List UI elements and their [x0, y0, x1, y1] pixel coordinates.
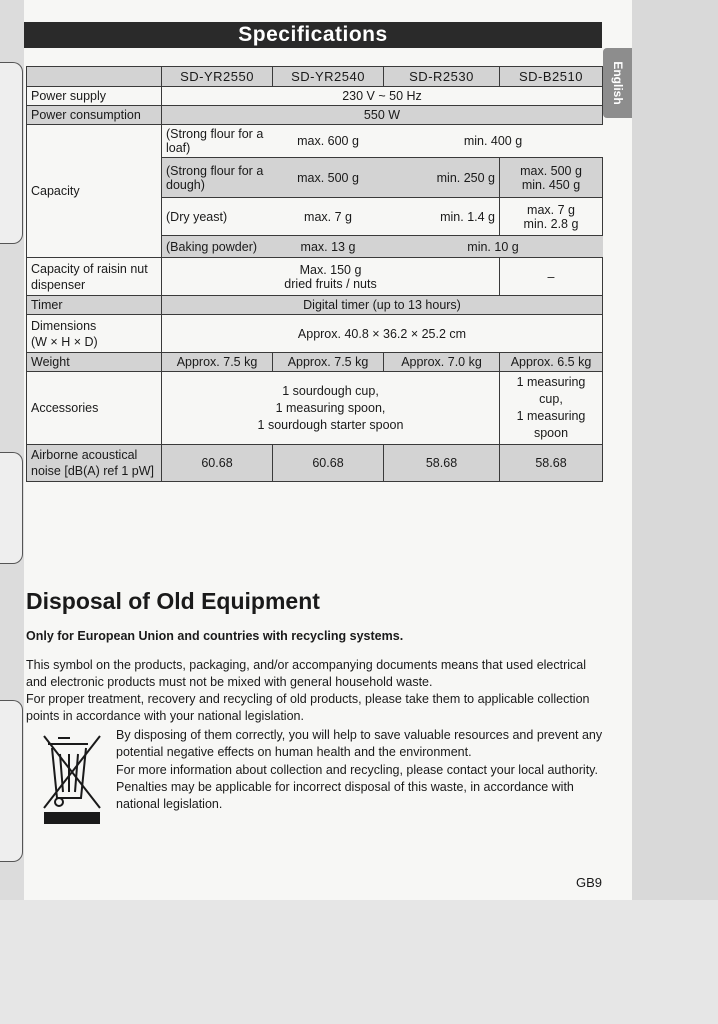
cell-value: max. 7 g min. 2.8 g: [500, 198, 603, 236]
disposal-paragraph: For proper treatment, recovery and recycling of old products, please take them to applicable collection points in accordance with your national legislation.: [26, 692, 590, 723]
row-label: Capacity of raisin nut dispenser: [27, 258, 162, 296]
model-header: SD-YR2540: [273, 67, 384, 87]
cell-value: Approx. 7.0 kg: [384, 353, 500, 372]
table-row: [27, 445, 603, 482]
table-row: [27, 372, 603, 445]
table-row: [27, 87, 603, 106]
capacity-item: (Dry yeast): [162, 198, 273, 236]
cell-value: Max. 150 g dried fruits / nuts: [162, 258, 500, 296]
adjacent-page-edge: [0, 0, 24, 900]
table-header-row: [27, 67, 603, 87]
cell-value: max. 600 g: [273, 125, 384, 158]
cell-value: 1 sourdough cup, 1 measuring spoon, 1 sourdough starter spoon: [162, 372, 500, 445]
cell-value: 60.68: [162, 445, 273, 482]
disposal-paragraph: This symbol on the products, packaging, and/or accompanying documents means that used electrical and electronic products must not be mixed with general household waste.: [26, 658, 587, 689]
cell-value: Approx. 40.8 × 36.2 × 25.2 cm: [162, 315, 603, 353]
table-row: [27, 315, 603, 353]
crossed-out-wheelie-bin-icon: [40, 732, 104, 826]
scan-background: [0, 900, 718, 1024]
cell-value: Digital timer (up to 13 hours): [162, 296, 603, 315]
cell-value: 230 V ~ 50 Hz: [162, 87, 603, 106]
capacity-item: (Strong flour for a dough): [162, 158, 273, 198]
section-title: Specifications: [24, 22, 602, 48]
cell-value: Approx. 6.5 kg: [500, 353, 603, 372]
capacity-item: (Baking powder): [162, 236, 273, 258]
cell-value: max. 500 g min. 450 g: [500, 158, 603, 198]
table-row: [27, 106, 603, 125]
book-spine: [632, 0, 718, 900]
row-label: Weight: [27, 353, 162, 372]
row-label: Timer: [27, 296, 162, 315]
row-label: Power supply: [27, 87, 162, 106]
cell-value: Approx. 7.5 kg: [273, 353, 384, 372]
cell-value: max. 13 g: [273, 236, 384, 258]
cell-value: 58.68: [384, 445, 500, 482]
cell-value: min. 250 g: [384, 158, 500, 198]
model-header: SD-B2510: [500, 67, 603, 87]
table-row: [27, 258, 603, 296]
table-row: [27, 125, 603, 158]
language-tab: English: [603, 48, 632, 118]
row-label: Capacity: [27, 125, 162, 258]
disposal-title: Disposal of Old Equipment: [26, 588, 320, 614]
disposal-paragraph: By disposing of them correctly, you will help to save valuable resources and prevent any potential negative effects on human health and the environment.: [116, 728, 603, 759]
disposal-subtitle: Only for European Union and countries with recycling systems.: [26, 629, 404, 643]
cell-value: max. 500 g: [273, 158, 384, 198]
model-header: SD-R2530: [384, 67, 500, 87]
cell-value: 550 W: [162, 106, 603, 125]
cell-value: 60.68: [273, 445, 384, 482]
row-label: Accessories: [27, 372, 162, 445]
cell-value: min. 400 g: [384, 125, 603, 158]
table-row: [27, 353, 603, 372]
model-header: SD-YR2550: [162, 67, 273, 87]
cell-value: 1 measuring cup, 1 measuring spoon: [500, 372, 603, 445]
disposal-paragraph: Penalties may be applicable for incorrect disposal of this waste, in accordance with national legislation.: [116, 780, 574, 811]
table-row: [27, 296, 603, 315]
specifications-table: [26, 66, 603, 482]
cell-value: min. 10 g: [384, 236, 603, 258]
row-label: Airborne acoustical noise [dB(A) ref 1 pW]: [27, 445, 162, 482]
row-label: Power consumption: [27, 106, 162, 125]
cell-value: Approx. 7.5 kg: [162, 353, 273, 372]
cell-value: 58.68: [500, 445, 603, 482]
cell-value: –: [500, 258, 603, 296]
cell-value: min. 1.4 g: [384, 198, 500, 236]
capacity-item: (Strong flour for a loaf): [162, 125, 273, 158]
disposal-paragraph: For more information about collection and recycling, please contact your local authority.: [116, 763, 598, 777]
page-number: GB9: [576, 875, 603, 890]
cell-value: max. 7 g: [273, 198, 384, 236]
row-label: Dimensions (W × H × D): [27, 315, 162, 353]
